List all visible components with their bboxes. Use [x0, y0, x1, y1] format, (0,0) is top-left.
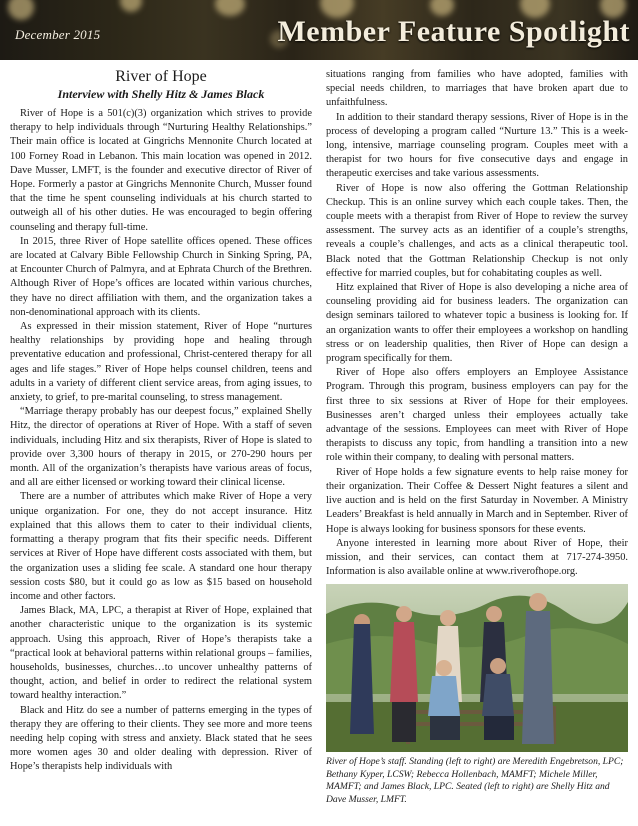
paragraph: Anyone interested in learning more about River of Hope, their mission, and their services, can contact them at 717-274-3950. Information is also available online at www.riverofhope.org.	[326, 537, 628, 578]
article-title: River of Hope	[115, 68, 207, 85]
issue-date: December 2015	[15, 27, 101, 42]
paragraph: River of Hope is a 501(c)(3) organization which strives to provide therapy to help individuals through “Nurturing Healthy Relationships.” Their main office is located at Gingrichs Mennonite Church located at 100 Forney Road in Lebanon. This main location was opened in 2012. Dave Musser, LMFT, is the founder and executive director of River of Hope. Formerly a pastor at Gingrichs Mennonite Church, Musser found that the time he spent counseling individuals at his church started to outweigh all of his other duties. He was encouraged to begin offering counseling and therapy full-time.	[10, 108, 312, 233]
paragraph: In 2015, three River of Hope satellite offices opened. These offices are located at Calvary Bible Fellowship Church in Sinking Spring, PA, at Encounter Church of Palmyra, and at Ephrata Church of the Brethren. Although River of Hope’s offices are located within various churches, they have no direct affiliation with them, and the organization takes a non-denominational approach with its clients.	[10, 235, 312, 318]
header-banner	[0, 0, 638, 60]
paragraph: Hitz explained that River of Hope is also developing a niche area of counseling providing aid for business leaders. The organization can design seminars tailored to whatever topic a business is looking for. If an organization wants to offer their employees a workshop on handling stress or on leadership qualities, then River of Hope can design a program specifically for them.	[326, 282, 628, 365]
paragraph: River of Hope holds a few signature events to help raise money for their organization. Their Coffee & Dessert Night features a silent and live auction and is held on the first Saturday in November. A Ministry Leaders’ Breakfast is held annually in March and in September. River of Hope is always looking for business sponsors for these events.	[326, 466, 628, 535]
paragraph: In addition to their standard therapy sessions, River of Hope is in the process of developing a program called “Nurture 13.” This is a week-long, intensive, marriage counseling program. Couples meet with a therapist for two hours for five consecutive days and engage in therapeutic exercises and take various assessments.	[326, 111, 628, 180]
staff-photo-illustration	[326, 584, 628, 752]
staff-photo	[326, 584, 628, 752]
paragraph: There are a number of attributes which make River of Hope a very unique organization. For one, they do not accept insurance. Hitz explained that this allows them to cater to their individual clients, formatting a therapy program that fits their specific needs. Different services at River of Hope have different costs associated with them, but the organization uses a sliding fee scale. A standard one hour therapy session costs $80, but it could go as low as $15 based on household income and other factors.	[10, 491, 312, 602]
left-body	[10, 107, 312, 775]
paragraph: James Black, MA, LPC, a therapist at River of Hope, explained that another characteristic unique to the organization is its systemic approach. Using this approach, River of Hope’s therapists take a “practical look at behavioral patterns within relational groups – families, households, businesses, churches…to uncover unhealthy patterns of thought, action, and belief in order to redirect the relational system toward healthy interaction.”	[10, 605, 312, 702]
paragraph: As expressed in their mission statement, River of Hope “nurtures healthy relationships by providing hope and healing through preventative education and professional, Christ-centered therapy for all ages and life stages.” River of Hope helps counsel children, teens and adults in a variety of different client service areas, from aging issues, to anxiety, to grief, to pre-marital counseling, to stress management.	[10, 321, 312, 404]
paragraph: River of Hope is now also offering the Gottman Relationship Checkup. This is an online survey which each couple takes. Then, the couple meets with a therapist from River of Hope to review the survey assessment. The survey acts as an identifier of a couple’s strengths, reveals a couple’s challenges, and acts as a clinical therapeutic tool. Black noted that the Gottman Relationship Checkup is not only effective for married couples, but for cohabitating couples as well.	[326, 182, 628, 279]
paragraph: Black and Hitz do see a number of patterns emerging in the types of therapy they are offering to their clients. They see more and more teens needing help coping with stress and anxiety. Black stated that he sees more women ages 30 and older dealing with depression. River of Hope’s therapists help individuals with	[10, 704, 312, 773]
right-column	[326, 68, 628, 806]
photo-caption: River of Hope’s staff. Standing (left to right) are Meredith Engebretson, LPC; Bethany Kyper, LCSW; Rebecca Hollenbach, MAMFT; Michele Miller, MAMFT; and James Black, LPC. Seated (left to right) are Shelly Hitz and Dave Musser, LMFT.	[326, 756, 624, 805]
article-subtitle: Interview with Shelly Hitz & James Black	[57, 87, 265, 101]
page-title: Member Feature Spotlight	[277, 15, 630, 48]
right-body	[326, 68, 628, 579]
paragraph: River of Hope also offers employers an Employee Assistance Program. Through this program, business employers can pay for the first three to six sessions at River of Hope for their employees. Businesses aren’t charged unless their employees actually take advantage of the sessions. Employees can meet with River of Hope therapists to discuss any topic, from handling a transition into a new role within their company, to dealing with personal matters.	[326, 367, 628, 464]
paragraph: situations ranging from families who have adopted, families with special needs children, to marriages that have broken apart due to unfaithfulness.	[326, 69, 628, 109]
paragraph: “Marriage therapy probably has our deepest focus,” explained Shelly Hitz, the director of operations at River of Hope. With a staff of seven individuals, including Hitz and six therapists, River of Hope is slated to provide over 3,300 hours of therapy in 2015, or 270-290 hours per month. All of the organization’s therapists have various areas of focus, and all are either licensed or working toward their clinical license.	[10, 406, 312, 489]
left-column	[10, 68, 312, 775]
